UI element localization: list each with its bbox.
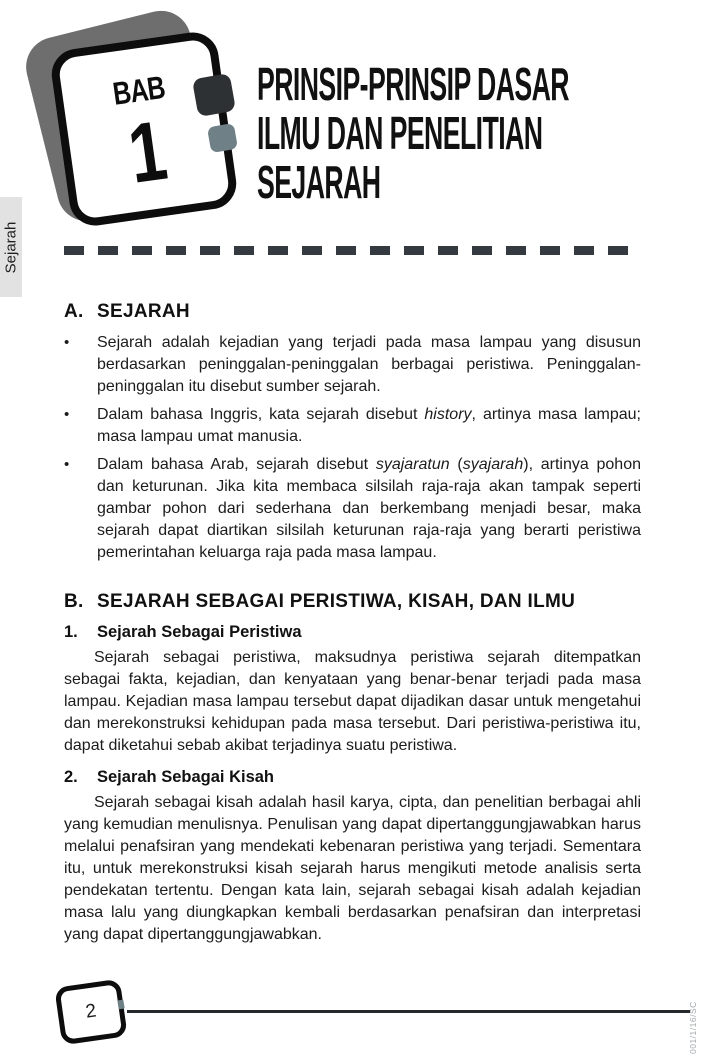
section-b-heading <box>64 590 641 614</box>
subsection-2-title: Sejarah Sebagai Kisah <box>97 768 274 786</box>
chapter-title <box>257 60 706 207</box>
bullet-item <box>64 404 641 448</box>
page-number: 2 <box>84 1000 98 1023</box>
bullet-item <box>64 454 641 564</box>
chapter-title-line: ILMU DAN PENELITIAN <box>257 107 543 159</box>
bullet-text: Dalam bahasa Arab, sejarah disebut syajaratun (syajarah), artinya pohon dan keturunan. Jika kita membaca silsilah raja-raja akan tampak seperti gambar pohon dari sederhana dan berkembang menjadi besar, maka sejarah dapat diartikan silsilah keturunan raja-raja yang berarti peristiwa pemerintahan keluarga raja pada masa lampau. <box>97 456 641 561</box>
footer-dot-icon <box>117 1000 124 1010</box>
subsection-1-number: 1. <box>64 623 78 641</box>
footer-rule <box>127 1010 690 1013</box>
subsection-2-number: 2. <box>64 768 78 786</box>
subsection-2-heading <box>64 767 641 788</box>
side-tab <box>0 197 22 297</box>
section-a-title: SEJARAH <box>97 301 190 322</box>
subsection-1-title: Sejarah Sebagai Peristiwa <box>97 623 302 641</box>
chapter-label: BAB <box>110 68 167 112</box>
section-a-bullets <box>64 332 641 564</box>
chapter-number: 1 <box>122 102 172 201</box>
bullet-marker: • <box>64 334 70 351</box>
subsection-1-paragraph: Sejarah sebagai peristiwa, maksudnya peristiwa sejarah ditempatkan sebagai fakta, kejadian, dan kenyataan yang benar-benar terjadi pada masa lampau. Kejadian masa lampau tersebut dapat dijadikan dasar untuk mengetahui dan merekonstruksi kehidupan pada masa tersebut. Dari peristiwa-peristiwa itu, dapat diketahui sebab akibat terjadinya suatu peristiwa. <box>64 649 641 754</box>
subsection-2-paragraph: Sejarah sebagai kisah adalah hasil karya, cipta, dan penelitian berbagai ahli yang kemudian menulisnya. Penulisan yang dapat dipertanggungjawabkan harus melalui penafsiran yang mendekati kebenaran peristiwa yang terjadi. Sementara itu, untuk merekonstruksi kisah sejarah harus mengikuti metode analisis serta pendekatan tertentu. Dengan kata lain, sejarah sebagai kisah adalah kejadian masa lalu yang diungkapkan kembali berdasarkan penafsiran dan interpretasi yang dapat dipertanggungjawabkan. <box>64 794 641 943</box>
dashed-divider <box>64 246 641 255</box>
section-b-letter: B. <box>64 591 84 612</box>
connector-square-slate-icon <box>207 123 238 153</box>
chapter-title-line: SEJARAH <box>257 156 381 208</box>
subsection-1-heading <box>64 622 641 643</box>
bullet-marker: • <box>64 456 70 473</box>
page-number-badge <box>54 979 127 1046</box>
print-code: 001/1/16/SC <box>688 1001 698 1054</box>
bullet-marker: • <box>64 406 70 423</box>
side-tab-label: Sejarah <box>2 221 20 273</box>
section-b-title: SEJARAH SEBAGAI PERISTIWA, KISAH, DAN ILMU <box>97 591 576 612</box>
bullet-item <box>64 332 641 398</box>
bullet-text: Sejarah adalah kejadian yang terjadi pada masa lampau yang disusun berdasarkan peninggalan-peninggalan berbagai peristiwa. Peninggalan-peninggalan itu disebut sumber sejarah. <box>97 334 641 395</box>
section-a-letter: A. <box>64 301 84 322</box>
section-a-heading <box>64 300 641 324</box>
chapter-title-line: PRINSIP-PRINSIP DASAR <box>257 58 569 110</box>
bullet-text: Dalam bahasa Inggris, kata sejarah disebut history, artinya masa lampau; masa lampau umat manusia. <box>97 406 641 445</box>
page-content <box>64 300 641 956</box>
connector-square-dark-icon <box>192 73 236 117</box>
